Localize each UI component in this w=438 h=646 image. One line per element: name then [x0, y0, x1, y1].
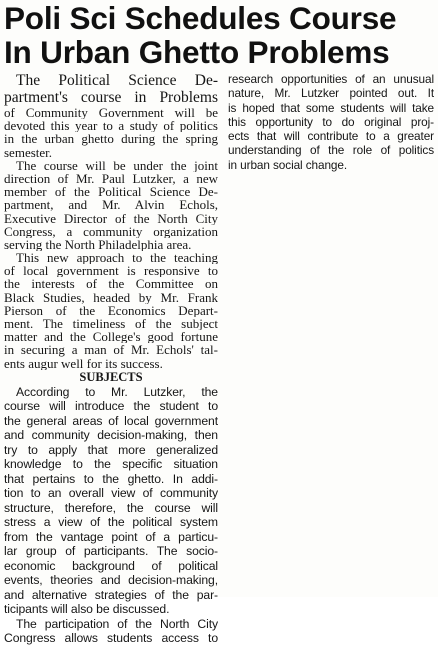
body-line: structure, therefore, the course will	[4, 500, 218, 515]
body-line: Pierson of the Economics Depart-	[4, 303, 218, 317]
body-line: economic background of political	[4, 558, 218, 573]
body-line: This new approach to the teaching	[16, 251, 218, 265]
body-line: ment. The timeliness of the subject	[4, 317, 218, 331]
body-line: partment's course in Problems	[4, 89, 218, 106]
body-line: the general areas of local government	[4, 413, 218, 428]
body-line: Congress, a community organization	[4, 224, 218, 238]
body-line: lar group of participants. The socio-	[4, 544, 218, 559]
article-column-right	[228, 72, 434, 172]
body-line: course will introduce the student to	[4, 399, 218, 414]
body-line: Black Studies, headed by Mr. Frank	[4, 290, 218, 304]
body-line: the interests of the Committee on	[4, 277, 218, 291]
body-line: from the vantage point of a particu-	[4, 529, 218, 544]
body-line: Executive Director of the North City	[4, 211, 218, 225]
body-line: member of the Political Science De-	[4, 185, 218, 199]
body-line: that pertains to the ghetto. In addi-	[4, 471, 218, 486]
body-line: of Community Government will be	[4, 106, 218, 120]
body-line: events, theories and decision-making,	[4, 573, 218, 588]
body-line: in securing a man of Mr. Echols' tal-	[4, 343, 218, 357]
body-line: According to Mr. Lutzker, the	[16, 384, 218, 399]
headline-line-1: Poli Sci Schedules Course	[4, 0, 397, 36]
section-subhead: SUBJECTS	[79, 369, 143, 384]
body-line: stress a view of the political system	[4, 515, 218, 530]
article-column-left	[4, 72, 218, 646]
body-line: is hoped that some students will take	[228, 100, 434, 115]
headline-line-2: In Urban Ghetto Problems	[4, 34, 390, 70]
body-line: tion to an overall view of community	[4, 486, 218, 501]
body-line: devoted this year to a study of politics	[4, 119, 218, 133]
body-line: ents augur well for its success.	[4, 356, 163, 370]
body-line: nature, Mr. Lutzker pointed out. It	[228, 86, 434, 101]
body-line: this opportunity to do original proj-	[228, 114, 434, 129]
body-line: understanding of the role of politics	[228, 143, 434, 158]
body-line: of local government is responsive to	[4, 264, 218, 278]
body-line: The course will be under the joint	[16, 158, 218, 172]
body-line: Congress allows students access to	[4, 631, 218, 646]
body-line: ects that will contribute to a greater	[228, 129, 434, 144]
body-line: and alternative strategies of the par-	[4, 587, 218, 602]
body-line: and community decision-making, then	[4, 428, 218, 443]
body-line: try to apply that more generalized	[4, 442, 218, 457]
body-line: semester.	[4, 145, 53, 159]
body-line: knowledge to the specific situation	[4, 457, 218, 472]
body-line: The Political Science De-	[16, 72, 218, 89]
body-line: serving the North Philadelphia area.	[4, 237, 192, 252]
body-line: ticipants will also be discussed.	[4, 602, 170, 617]
body-line: matter and the College's good fortune	[4, 330, 218, 344]
body-line: research opportunities of an unusual	[228, 72, 434, 86]
body-line: in the urban ghetto during the spring	[4, 132, 218, 146]
body-line: direction of Mr. Paul Lutzker, a new	[4, 171, 218, 186]
body-line: partment, and Mr. Alvin Echols,	[4, 198, 218, 212]
body-line: The participation of the North City	[16, 616, 218, 631]
body-line: in urban social change.	[228, 157, 348, 172]
